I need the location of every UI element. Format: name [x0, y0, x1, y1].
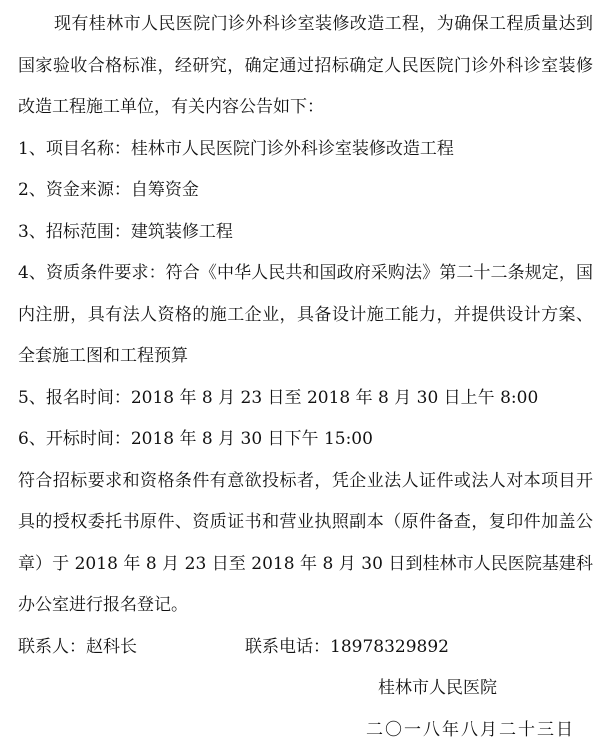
intro-paragraph: 现有桂林市人民医院门诊外科诊室装修改造工程，为确保工程质量达到国家验收合格标准，经研究，确定通过招标确定人民医院门诊外科诊室装修改造工程施工单位，有关内容公告如下： — [18, 14, 593, 117]
contact-person: 联系人：赵科长 — [18, 636, 137, 657]
requirements-paragraph: 符合招标要求和资格条件有意欲投标者，凭企业法人证件或法人对本项目开具的授权委托书原件、资质证书和营业执照副本（原件备查，复印件加盖公章）于 2018 年 8 月 23 日至 2018 年 8 月 30 日到桂林市人民医院基建科办公室进行报名登记。 — [18, 470, 593, 615]
issue-date: 二〇一八年八月二十三日 — [366, 719, 575, 740]
contact-row — [18, 627, 593, 669]
item-qualification: 4、资质条件要求：符合《中华人民共和国政府采购法》第二十二条规定，国内注册，具有法人资格的施工企业，具备设计施工能力，并提供设计方案、全套施工图和工程预算 — [18, 263, 593, 366]
contact-phone: 联系电话：18978329892 — [245, 636, 449, 657]
item-project-name: 1、项目名称：桂林市人民医院门诊外科诊室装修改造工程 — [18, 138, 454, 159]
item-registration-time: 5、报名时间：2018 年 8 月 23 日至 2018 年 8 月 30 日上午 8:00 — [18, 387, 539, 408]
item-bid-opening-time: 6、开标时间：2018 年 8 月 30 日下午 15:00 — [18, 429, 373, 449]
date-row — [18, 710, 593, 752]
signer-row — [18, 668, 593, 710]
item-fund-source: 2、资金来源：自筹资金 — [18, 180, 199, 200]
signer-organization: 桂林市人民医院 — [378, 678, 497, 698]
item-bid-scope: 3、招标范围：建筑装修工程 — [18, 221, 233, 242]
